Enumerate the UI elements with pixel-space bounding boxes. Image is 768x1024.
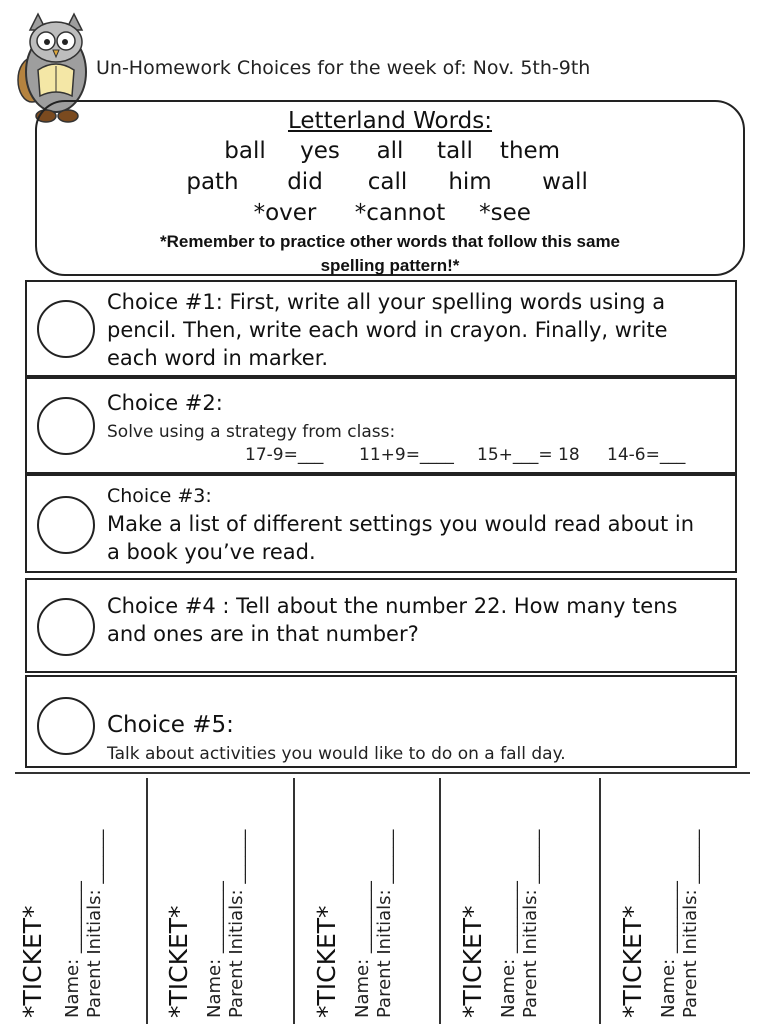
ticket-3 <box>312 778 436 1024</box>
word-row-2 <box>37 169 743 195</box>
choice-3-title: Choice #3: <box>107 485 212 507</box>
choice-2-title: Choice #2: <box>107 391 223 415</box>
choice-5-title: Choice #5: <box>107 712 234 738</box>
choice-5 <box>25 675 737 768</box>
choice-4 <box>25 578 737 673</box>
choice-5-subtitle: Talk about activities you would like to do on a fall day. <box>107 744 566 764</box>
word-row-1 <box>37 138 743 164</box>
ticket-parent-initials-field[interactable]: Parent Initials: ______ <box>520 829 541 1018</box>
choice-1-line-2: pencil. Then, write each word in crayon. Finally, write <box>107 318 668 342</box>
word: *see <box>479 200 531 226</box>
math-problem: 17-9=___ <box>245 445 324 465</box>
ticket-separator <box>146 778 148 1024</box>
ticket-1 <box>18 778 142 1024</box>
word: call <box>367 169 408 195</box>
ticket-label: *TICKET* <box>164 905 193 1018</box>
choice-1-line-1: Choice #1: First, write all your spelling words using a <box>107 290 666 314</box>
cut-line <box>15 772 750 774</box>
ticket-label: *TICKET* <box>458 905 487 1018</box>
word: yes <box>300 138 340 164</box>
word: all <box>376 138 404 164</box>
choice-4-line-2: and ones are in that number? <box>107 622 419 646</box>
ticket-5 <box>618 778 742 1024</box>
letterland-words-box <box>35 100 745 276</box>
ticket-name-field[interactable]: Name: ________ <box>658 881 679 1018</box>
math-problem: 11+9=____ <box>359 445 454 465</box>
choice-1-checkbox[interactable] <box>37 300 95 358</box>
choice-3-checkbox[interactable] <box>37 496 95 554</box>
choice-4-line-1: Choice #4 : Tell about the number 22. How many tens <box>107 594 678 618</box>
ticket-name-field[interactable]: Name: ________ <box>352 881 373 1018</box>
choice-2-subtitle: Solve using a strategy from class: <box>107 422 396 442</box>
ticket-separator <box>439 778 441 1024</box>
ticket-label: *TICKET* <box>312 905 341 1018</box>
word-row-3 <box>37 200 743 226</box>
ticket-parent-initials-field[interactable]: Parent Initials: ______ <box>680 829 701 1018</box>
ticket-name-field[interactable]: Name: ________ <box>204 881 225 1018</box>
choice-5-checkbox[interactable] <box>37 697 95 755</box>
word: *over <box>253 200 317 226</box>
spelling-reminder <box>97 230 683 278</box>
ticket-parent-initials-field[interactable]: Parent Initials: ______ <box>84 829 105 1018</box>
choice-3-text <box>107 482 725 566</box>
choice-4-text <box>107 592 725 648</box>
choice-1-line-3: each word in marker. <box>107 346 329 370</box>
word: tall <box>437 138 473 164</box>
reminder-line-1: *Remember to practice other words that follow this same <box>159 232 621 251</box>
word: ball <box>224 138 266 164</box>
ticket-separator <box>599 778 601 1024</box>
ticket-4 <box>458 778 582 1024</box>
math-problem: 15+___= 18 <box>477 445 580 465</box>
math-problem: 14-6=___ <box>607 445 686 465</box>
ticket-parent-initials-field[interactable]: Parent Initials: ______ <box>226 829 247 1018</box>
ticket-2 <box>164 778 288 1024</box>
page-title: Un-Homework Choices for the week of: Nov. 5th-9th <box>96 57 591 79</box>
word: did <box>287 169 323 195</box>
choice-3-line-1: Make a list of different settings you would read about in <box>107 512 695 536</box>
ticket-label: *TICKET* <box>18 905 47 1018</box>
reminder-line-2: spelling pattern!* <box>320 256 460 275</box>
ticket-label: *TICKET* <box>618 905 647 1018</box>
choice-3 <box>25 474 737 573</box>
choice-3-line-2: a book you’ve read. <box>107 540 316 564</box>
word: him <box>448 169 492 195</box>
word: *cannot <box>354 200 446 226</box>
choice-4-checkbox[interactable] <box>37 598 95 656</box>
choice-1-text <box>107 288 725 372</box>
word: path <box>186 169 239 195</box>
ticket-name-field[interactable]: Name: ________ <box>498 881 519 1018</box>
choice-1 <box>25 280 737 377</box>
word: them <box>499 138 561 164</box>
choice-2 <box>25 377 737 474</box>
ticket-name-field[interactable]: Name: ________ <box>62 881 83 1018</box>
ticket-separator <box>293 778 295 1024</box>
ticket-parent-initials-field[interactable]: Parent Initials: ______ <box>374 829 395 1018</box>
choice-2-checkbox[interactable] <box>37 397 95 455</box>
word: wall <box>542 169 588 195</box>
letterland-title: Letterland Words: <box>287 108 493 134</box>
